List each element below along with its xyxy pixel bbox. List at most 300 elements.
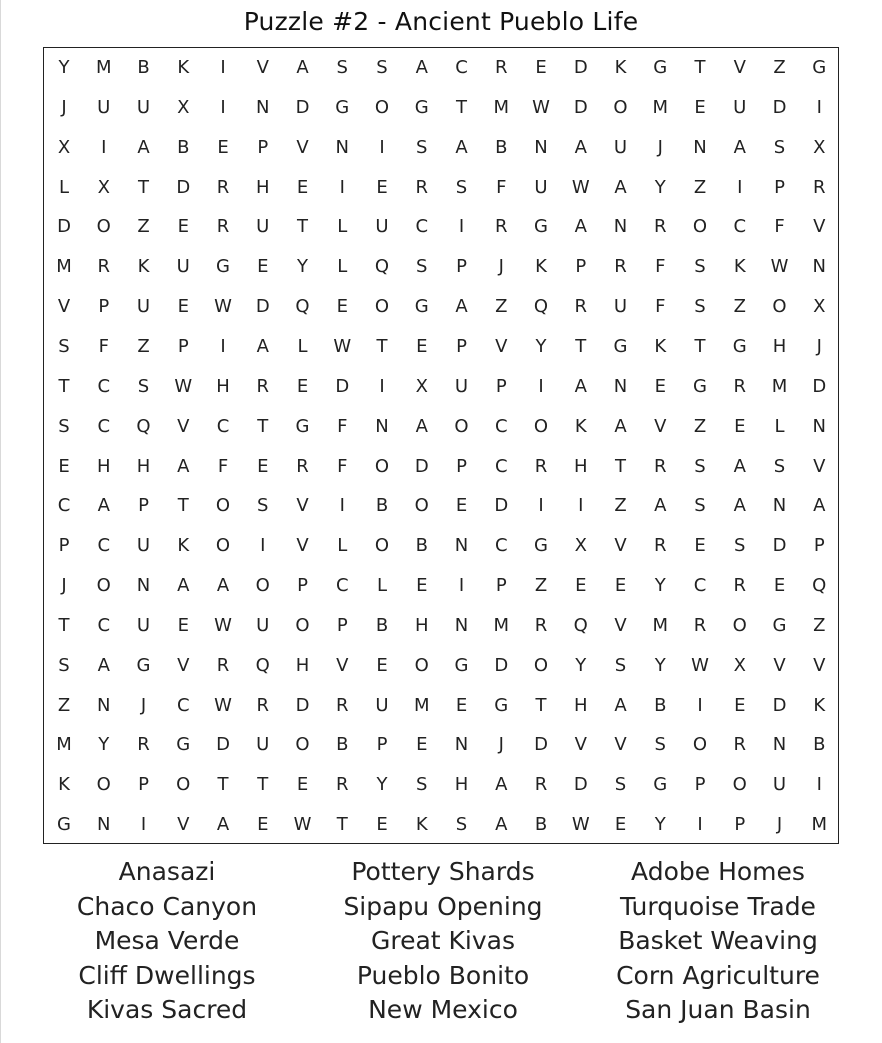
grid-letter[interactable]: D [295, 96, 310, 118]
grid-letter[interactable]: T [694, 57, 706, 78]
grid-letter[interactable]: K [58, 774, 70, 796]
grid-letter[interactable]: P [336, 614, 348, 636]
grid-letter[interactable]: P [138, 774, 149, 796]
grid-letter[interactable]: E [376, 814, 388, 836]
grid-letter[interactable]: Y [654, 814, 666, 836]
grid-letter[interactable]: G [772, 614, 787, 636]
grid-letter[interactable]: L [337, 216, 348, 238]
grid-letter[interactable]: A [97, 495, 110, 517]
grid-letter[interactable]: S [654, 734, 666, 756]
grid-letter[interactable]: G [57, 814, 71, 836]
grid-letter[interactable]: V [177, 415, 190, 437]
grid-letter[interactable]: I [816, 774, 822, 796]
grid-letter[interactable]: T [615, 455, 626, 477]
grid-letter[interactable]: G [653, 57, 668, 78]
grid-letter[interactable]: L [376, 575, 388, 597]
grid-letter[interactable]: V [336, 654, 349, 676]
grid-letter[interactable]: R [534, 455, 548, 477]
grid-letter[interactable]: U [256, 734, 270, 756]
grid-letter[interactable]: O [374, 535, 390, 557]
grid-letter[interactable]: A [415, 57, 428, 78]
grid-letter[interactable]: V [813, 455, 826, 477]
grid-letter[interactable]: I [339, 176, 345, 198]
grid-letter[interactable]: E [376, 176, 388, 198]
grid-letter[interactable]: O [295, 614, 310, 636]
grid-letter[interactable]: S [376, 57, 388, 78]
grid-letter[interactable]: Q [295, 296, 310, 318]
grid-letter[interactable]: G [812, 57, 827, 78]
grid-letter[interactable]: T [138, 176, 149, 198]
grid-letter[interactable]: U [733, 96, 747, 118]
grid-letter[interactable]: U [454, 375, 469, 397]
grid-letter[interactable]: O [215, 495, 231, 517]
grid-letter[interactable]: A [97, 654, 110, 676]
grid-letter[interactable]: J [61, 575, 67, 597]
grid-letter[interactable]: C [97, 415, 111, 437]
grid-letter[interactable]: E [58, 455, 70, 477]
grid-letter[interactable]: I [220, 96, 226, 118]
grid-letter[interactable]: U [176, 256, 190, 278]
grid-letter[interactable]: H [96, 455, 111, 477]
grid-letter[interactable]: E [257, 256, 269, 278]
grid-letter[interactable]: W [293, 814, 312, 836]
grid-letter[interactable]: A [574, 375, 587, 397]
grid-letter[interactable]: R [614, 256, 627, 278]
grid-letter[interactable]: O [732, 774, 747, 796]
grid-letter[interactable]: U [613, 296, 628, 318]
grid-letter[interactable]: A [216, 814, 230, 836]
grid-letter[interactable]: D [573, 57, 588, 78]
grid-letter[interactable]: H [454, 774, 469, 796]
grid-letter[interactable]: H [414, 614, 429, 636]
grid-letter[interactable]: O [533, 415, 549, 437]
grid-letter[interactable]: X [97, 176, 110, 198]
grid-letter[interactable]: D [772, 96, 787, 118]
grid-letter[interactable]: T [58, 375, 70, 397]
grid-letter[interactable]: E [296, 774, 309, 796]
grid-letter[interactable]: V [614, 535, 627, 557]
grid-letter[interactable]: S [734, 535, 746, 557]
grid-letter[interactable]: N [256, 96, 270, 118]
grid-letter[interactable]: A [495, 774, 508, 796]
grid-letter[interactable]: S [416, 136, 428, 158]
grid-letter[interactable]: V [296, 535, 309, 557]
grid-letter[interactable]: N [454, 734, 469, 756]
grid-letter[interactable]: I [220, 335, 226, 357]
grid-letter[interactable]: W [691, 654, 709, 676]
grid-letter[interactable]: S [694, 495, 706, 517]
grid-letter[interactable]: S [257, 495, 269, 517]
grid-letter[interactable]: P [813, 535, 825, 557]
grid-letter[interactable]: K [535, 256, 547, 278]
grid-letter[interactable]: O [692, 216, 708, 238]
grid-letter[interactable]: E [336, 296, 348, 318]
grid-letter[interactable]: Z [693, 176, 707, 198]
grid-letter[interactable]: C [176, 694, 190, 716]
grid-letter[interactable]: G [454, 654, 469, 676]
grid-letter[interactable]: E [734, 694, 746, 716]
grid-letter[interactable]: A [296, 57, 309, 78]
grid-letter[interactable]: C [455, 57, 468, 78]
grid-letter[interactable]: J [498, 256, 504, 278]
grid-letter[interactable]: O [374, 455, 390, 477]
grid-letter[interactable]: V [773, 654, 786, 676]
grid-letter[interactable]: N [454, 614, 469, 636]
grid-letter[interactable]: D [295, 694, 310, 716]
grid-letter[interactable]: M [652, 96, 669, 118]
grid-letter[interactable]: V [177, 814, 190, 836]
grid-letter[interactable]: N [97, 694, 111, 716]
grid-letter[interactable]: X [574, 535, 587, 557]
grid-letter[interactable]: O [772, 296, 787, 318]
grid-letter[interactable]: S [58, 415, 70, 437]
grid-letter[interactable]: H [772, 335, 787, 357]
grid-letter[interactable]: E [296, 375, 309, 397]
grid-letter[interactable]: B [654, 694, 667, 716]
grid-letter[interactable]: N [335, 136, 349, 158]
grid-letter[interactable]: G [414, 296, 429, 318]
grid-letter[interactable]: N [375, 415, 389, 437]
grid-letter[interactable]: A [177, 455, 190, 477]
grid-letter[interactable]: U [97, 96, 111, 118]
grid-letter[interactable]: G [653, 774, 668, 796]
grid-letter[interactable]: E [654, 375, 666, 397]
grid-letter[interactable]: P [58, 535, 70, 557]
grid-letter[interactable]: Q [374, 256, 390, 278]
grid-letter[interactable]: G [176, 734, 191, 756]
grid-letter[interactable]: R [733, 734, 746, 756]
grid-letter[interactable]: I [220, 57, 226, 78]
grid-letter[interactable]: F [655, 296, 666, 318]
grid-letter[interactable]: W [333, 335, 352, 357]
grid-letter[interactable]: B [137, 57, 150, 78]
grid-letter[interactable]: I [697, 814, 703, 836]
grid-letter[interactable]: O [374, 296, 390, 318]
grid-letter[interactable]: H [573, 455, 588, 477]
grid-letter[interactable]: O [96, 575, 111, 597]
grid-letter[interactable]: T [257, 415, 269, 437]
grid-letter[interactable]: C [494, 535, 508, 557]
grid-letter[interactable]: O [374, 96, 390, 118]
grid-letter[interactable]: I [379, 375, 385, 397]
grid-letter[interactable]: A [455, 136, 468, 158]
grid-letter[interactable]: B [375, 495, 389, 517]
grid-letter[interactable]: D [255, 296, 270, 318]
grid-letter[interactable]: Y [58, 57, 70, 78]
grid-letter[interactable]: Z [534, 575, 548, 597]
grid-letter[interactable]: Z [137, 216, 150, 238]
grid-letter[interactable]: O [215, 535, 231, 557]
grid-letter[interactable]: E [217, 136, 229, 158]
grid-letter[interactable]: D [772, 694, 787, 716]
grid-letter[interactable]: D [57, 216, 71, 238]
grid-letter[interactable]: E [177, 216, 189, 238]
grid-letter[interactable]: E [376, 654, 388, 676]
grid-letter[interactable]: Y [654, 176, 666, 198]
grid-letter[interactable]: W [770, 256, 789, 278]
grid-letter[interactable]: V [57, 296, 71, 318]
grid-letter[interactable]: K [415, 814, 428, 836]
grid-letter[interactable]: P [376, 734, 388, 756]
grid-letter[interactable]: V [733, 57, 746, 78]
grid-letter[interactable]: A [733, 455, 746, 477]
grid-letter[interactable]: P [456, 256, 467, 278]
grid-letter[interactable]: R [653, 455, 667, 477]
grid-letter[interactable]: E [694, 96, 706, 118]
grid-letter[interactable]: M [811, 814, 828, 836]
grid-letter[interactable]: U [136, 296, 151, 318]
grid-letter[interactable]: V [813, 654, 826, 676]
grid-letter[interactable]: D [335, 375, 350, 397]
grid-letter[interactable]: S [58, 335, 70, 357]
grid-letter[interactable]: A [574, 216, 587, 238]
grid-letter[interactable]: V [495, 335, 508, 357]
grid-letter[interactable]: T [58, 614, 70, 636]
grid-letter[interactable]: R [653, 535, 667, 557]
grid-letter[interactable]: B [415, 535, 428, 557]
grid-letter[interactable]: S [694, 296, 706, 318]
grid-letter[interactable]: Z [57, 694, 71, 716]
grid-letter[interactable]: Y [654, 654, 666, 676]
grid-letter[interactable]: S [416, 256, 428, 278]
grid-letter[interactable]: W [214, 694, 232, 716]
grid-letter[interactable]: B [336, 734, 349, 756]
grid-letter[interactable]: N [772, 734, 787, 756]
grid-letter[interactable]: C [97, 614, 111, 636]
grid-letter[interactable]: N [97, 814, 111, 836]
grid-letter[interactable]: R [534, 614, 548, 636]
grid-letter[interactable]: G [136, 654, 151, 676]
grid-letter[interactable]: S [58, 654, 70, 676]
grid-letter[interactable]: U [375, 216, 389, 238]
grid-letter[interactable]: M [56, 256, 72, 278]
grid-letter[interactable]: W [532, 96, 550, 118]
grid-letter[interactable]: E [535, 57, 547, 78]
grid-letter[interactable]: A [455, 296, 468, 318]
grid-letter[interactable]: P [297, 575, 308, 597]
grid-letter[interactable]: V [296, 495, 309, 517]
grid-letter[interactable]: Q [573, 614, 588, 636]
grid-letter[interactable]: N [136, 575, 151, 597]
grid-letter[interactable]: F [774, 216, 785, 238]
grid-letter[interactable]: W [214, 296, 232, 318]
grid-letter[interactable]: I [260, 535, 266, 557]
grid-letter[interactable]: J [776, 814, 783, 836]
grid-letter[interactable]: C [415, 216, 429, 238]
grid-letter[interactable]: G [216, 256, 230, 278]
grid-letter[interactable]: Z [495, 296, 508, 318]
grid-letter[interactable]: Z [693, 415, 707, 437]
grid-letter[interactable]: H [136, 455, 151, 477]
grid-letter[interactable]: I [101, 136, 107, 158]
grid-letter[interactable]: O [692, 734, 708, 756]
grid-letter[interactable]: A [216, 575, 230, 597]
grid-letter[interactable]: T [217, 774, 229, 796]
grid-letter[interactable]: T [297, 216, 308, 238]
grid-letter[interactable]: P [694, 774, 706, 796]
grid-letter[interactable]: R [733, 375, 746, 397]
grid-letter[interactable]: V [574, 734, 587, 756]
grid-letter[interactable]: A [415, 415, 428, 437]
grid-letter[interactable]: P [138, 495, 149, 517]
grid-letter[interactable]: W [571, 814, 590, 836]
grid-letter[interactable]: S [614, 774, 627, 796]
grid-letter[interactable]: R [574, 296, 587, 318]
grid-letter[interactable]: V [654, 415, 667, 437]
grid-letter[interactable]: S [416, 774, 428, 796]
grid-letter[interactable]: R [335, 694, 349, 716]
grid-letter[interactable]: P [257, 136, 269, 158]
grid-letter[interactable]: T [456, 96, 467, 118]
grid-letter[interactable]: O [414, 495, 429, 517]
grid-letter[interactable]: E [416, 734, 428, 756]
grid-letter[interactable]: T [336, 814, 348, 836]
grid-letter[interactable]: M [95, 57, 112, 78]
grid-letter[interactable]: S [455, 814, 468, 836]
grid-letter[interactable]: V [614, 614, 627, 636]
grid-letter[interactable]: W [214, 614, 232, 636]
grid-letter[interactable]: H [573, 694, 588, 716]
grid-letter[interactable]: Y [297, 256, 308, 278]
grid-letter[interactable]: N [812, 256, 826, 278]
grid-letter[interactable]: P [495, 375, 507, 397]
grid-letter[interactable]: T [575, 335, 587, 357]
grid-letter[interactable]: A [256, 335, 269, 357]
grid-letter[interactable]: C [97, 375, 111, 397]
grid-letter[interactable]: Z [773, 57, 786, 78]
grid-letter[interactable]: E [773, 575, 786, 597]
grid-letter[interactable]: A [614, 415, 627, 437]
grid-letter[interactable]: C [57, 495, 71, 517]
grid-letter[interactable]: R [733, 575, 746, 597]
grid-letter[interactable]: N [454, 535, 469, 557]
grid-letter[interactable]: U [136, 614, 151, 636]
grid-letter[interactable]: R [335, 774, 349, 796]
grid-letter[interactable]: A [177, 575, 190, 597]
grid-letter[interactable]: T [257, 774, 269, 796]
grid-letter[interactable]: C [97, 535, 111, 557]
grid-letter[interactable]: A [137, 136, 150, 158]
grid-letter[interactable]: E [416, 575, 428, 597]
grid-letter[interactable]: C [335, 575, 349, 597]
grid-letter[interactable]: E [734, 415, 746, 437]
grid-letter[interactable]: E [455, 694, 468, 716]
grid-letter[interactable]: S [455, 176, 468, 198]
grid-letter[interactable]: E [177, 614, 189, 636]
grid-letter[interactable]: F [217, 455, 229, 477]
grid-letter[interactable]: R [137, 734, 150, 756]
grid-letter[interactable]: S [694, 455, 706, 477]
grid-letter[interactable]: C [693, 575, 707, 597]
grid-letter[interactable]: F [337, 455, 348, 477]
grid-letter[interactable]: D [812, 375, 827, 397]
grid-letter[interactable]: R [494, 57, 508, 78]
grid-letter[interactable]: G [732, 335, 747, 357]
grid-letter[interactable]: P [456, 455, 467, 477]
grid-letter[interactable]: D [216, 734, 230, 756]
grid-letter[interactable]: M [413, 694, 430, 716]
grid-letter[interactable]: N [812, 415, 826, 437]
grid-letter[interactable]: A [654, 495, 667, 517]
grid-letter[interactable]: X [813, 136, 826, 158]
grid-letter[interactable]: R [812, 176, 826, 198]
grid-letter[interactable]: B [177, 136, 190, 158]
grid-letter[interactable]: R [534, 774, 548, 796]
grid-letter[interactable]: T [694, 335, 706, 357]
grid-letter[interactable]: Q [812, 575, 827, 597]
grid-letter[interactable]: U [613, 136, 628, 158]
grid-letter[interactable]: O [454, 415, 469, 437]
grid-letter[interactable]: Q [533, 296, 549, 318]
grid-letter[interactable]: M [493, 614, 510, 636]
grid-letter[interactable]: A [733, 136, 746, 158]
grid-letter[interactable]: O [96, 216, 111, 238]
grid-letter[interactable]: G [414, 96, 429, 118]
grid-letter[interactable]: B [813, 734, 826, 756]
grid-letter[interactable]: I [737, 176, 743, 198]
grid-letter[interactable]: S [773, 136, 786, 158]
grid-letter[interactable]: T [177, 495, 189, 517]
grid-letter[interactable]: G [693, 375, 707, 397]
grid-letter[interactable]: V [256, 57, 269, 78]
grid-letter[interactable]: E [257, 455, 269, 477]
grid-letter[interactable]: H [295, 654, 310, 676]
grid-letter[interactable]: B [375, 614, 389, 636]
grid-letter[interactable]: L [58, 176, 70, 198]
grid-letter[interactable]: P [575, 256, 587, 278]
grid-letter[interactable]: P [774, 176, 785, 198]
grid-letter[interactable]: A [574, 136, 587, 158]
grid-letter[interactable]: T [376, 335, 388, 357]
grid-letter[interactable]: B [495, 136, 508, 158]
grid-letter[interactable]: D [414, 455, 429, 477]
grid-letter[interactable]: S [773, 455, 786, 477]
grid-letter[interactable]: E [257, 814, 269, 836]
grid-letter[interactable]: P [98, 296, 110, 318]
grid-letter[interactable]: I [578, 495, 584, 517]
grid-letter[interactable]: I [697, 694, 703, 716]
grid-letter[interactable]: M [652, 614, 669, 636]
grid-letter[interactable]: W [174, 375, 193, 397]
grid-letter[interactable]: A [733, 495, 746, 517]
grid-letter[interactable]: Y [535, 335, 547, 357]
grid-letter[interactable]: I [538, 375, 544, 397]
grid-letter[interactable]: P [456, 335, 467, 357]
grid-letter[interactable]: A [495, 814, 508, 836]
grid-letter[interactable]: U [534, 176, 548, 198]
grid-letter[interactable]: R [97, 256, 110, 278]
grid-letter[interactable]: T [535, 694, 547, 716]
grid-letter[interactable]: U [772, 774, 787, 796]
grid-letter[interactable]: C [494, 455, 508, 477]
grid-letter[interactable]: S [137, 375, 150, 397]
grid-letter[interactable]: C [216, 415, 230, 437]
grid-letter[interactable]: F [496, 176, 507, 198]
grid-letter[interactable]: R [256, 694, 269, 716]
grid-letter[interactable]: N [613, 216, 628, 238]
grid-letter[interactable]: O [96, 774, 111, 796]
grid-letter[interactable]: O [255, 575, 270, 597]
grid-letter[interactable]: V [813, 216, 826, 238]
grid-letter[interactable]: R [256, 375, 269, 397]
grid-letter[interactable]: X [813, 296, 826, 318]
grid-letter[interactable]: I [140, 814, 147, 836]
grid-letter[interactable]: L [337, 256, 348, 278]
grid-letter[interactable]: W [571, 176, 590, 198]
grid-letter[interactable]: K [733, 256, 746, 278]
grid-letter[interactable]: G [534, 216, 548, 238]
grid-letter[interactable]: D [573, 774, 588, 796]
